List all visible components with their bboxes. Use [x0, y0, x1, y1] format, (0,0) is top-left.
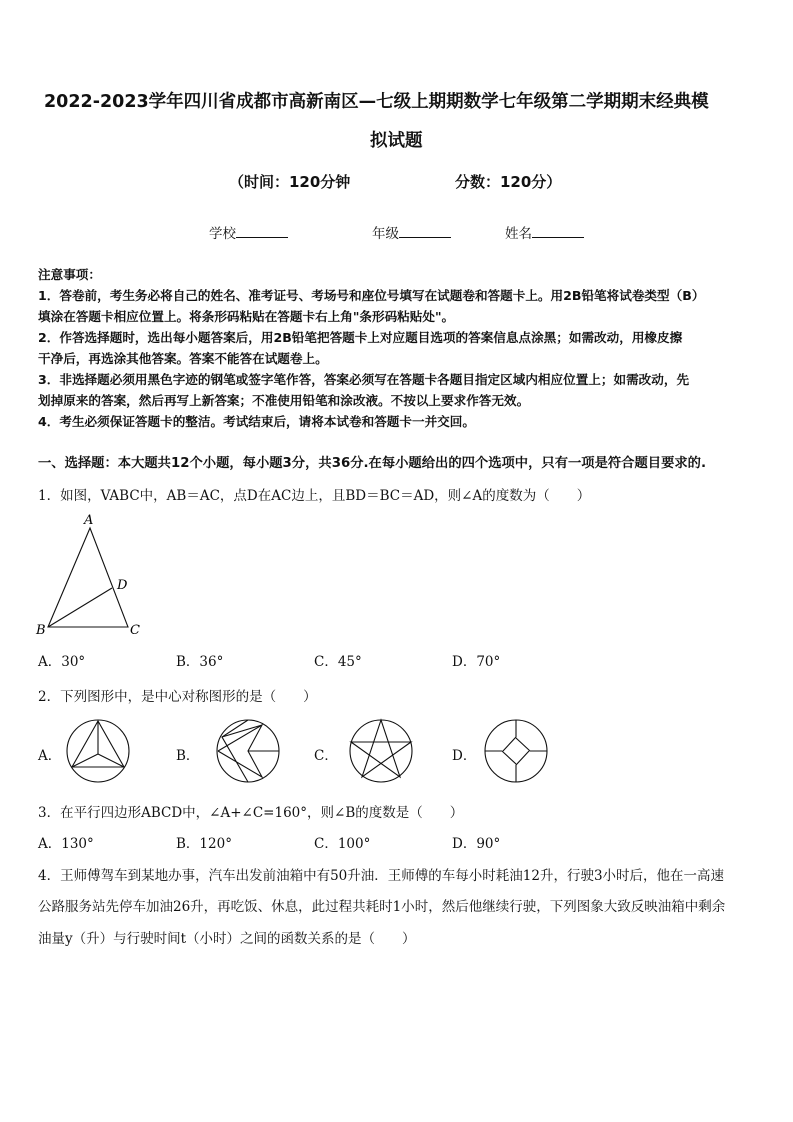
notes-line: 填涂在答题卡相应位置上。将条形码粘贴在答题卡右上角"条形码粘贴处"。	[38, 309, 455, 324]
page-title-line1: 2022-2023学年四川省成都市高新南区—七级上期期数学七年级第二学期期末经典模	[44, 92, 709, 112]
school-label: 学校	[209, 226, 236, 242]
notes-line: 3．非选择题必须用黑色字迹的钢笔或签字笔作答，答案必须写在答题卡各题目指定区域内相应位置上；如需改动，先	[38, 372, 690, 387]
vertex-a-label: A	[84, 513, 94, 528]
exam-time: （时间：120分钟	[229, 173, 351, 191]
vertex-c-label: C	[130, 623, 140, 638]
vertex-b-label: B	[36, 623, 46, 638]
figure-b-chords-in-circle	[217, 720, 279, 782]
question-3-stem: 3．在平行四边形ABCD中，∠A+∠C=160°，则∠B的度数是（ ）	[38, 805, 464, 821]
q1-option-d[interactable]: D．70°	[452, 654, 501, 670]
q2-option-d[interactable]: D．	[452, 748, 477, 764]
name-label: 姓名	[505, 226, 532, 242]
question-4-line3: 油量y（升）与行驶时间t（小时）之间的函数关系的是（ ）	[38, 931, 416, 947]
q1-option-b[interactable]: B．36°	[176, 654, 224, 670]
page-title-line2: 拟试题	[370, 131, 423, 151]
q3-option-a[interactable]: A．130°	[38, 836, 94, 852]
figure-d-pinwheel-in-circle	[485, 720, 547, 782]
point-d-label: D	[117, 578, 128, 593]
exam-score: 分数：120分）	[455, 173, 562, 191]
notes-line: 4．考生必须保证答题卡的整洁。考试结束后，请将本试卷和答题卡一并交回。	[38, 414, 475, 429]
grade-label: 年级	[372, 226, 399, 242]
q2-option-b[interactable]: B．	[176, 748, 200, 764]
q3-option-b[interactable]: B．120°	[176, 836, 232, 852]
question-1-stem: 1．如图，VABC中，AB＝AC，点D在AC边上，且BD＝BC＝AD，则∠A的度数为（ ）	[38, 488, 591, 504]
section-heading: 一、选择题：本大题共12个小题，每小题3分，共36分.在每小题给出的四个选项中，只有一项是符合题目要求的.	[38, 456, 707, 471]
figure-a-triangle-in-circle	[67, 720, 129, 782]
notes-line: 1．答卷前，考生务必将自己的姓名、准考证号、考场号和座位号填写在试题卷和答题卡上。用2B铅笔将试卷类型（B）	[38, 288, 705, 303]
question-4-line2: 公路服务站先停车加油26升，再吃饭、休息，此过程共耗时1小时，然后他继续行驶，下列图象大致反映油箱中剩余	[38, 899, 726, 915]
question-4-line1: 4．王师傅驾车到某地办事，汽车出发前油箱中有50升油．王师傅的车每小时耗油12升，行驶3小时后，他在一高速	[38, 868, 725, 884]
notes-heading: 注意事项：	[38, 267, 101, 282]
figure-c-star-in-circle	[350, 720, 412, 782]
notes-line: 干净后，再选涂其他答案。答案不能答在试题卷上。	[38, 351, 328, 366]
q2-option-c[interactable]: C．	[314, 748, 338, 764]
q1-option-a[interactable]: A．30°	[38, 654, 86, 670]
question-2-stem: 2．下列图形中，是中心对称图形的是（ ）	[38, 689, 317, 705]
q3-option-d[interactable]: D．90°	[452, 836, 501, 852]
q1-option-c[interactable]: C．45°	[314, 654, 362, 670]
notes-line: 划掉原来的答案，然后再写上新答案；不准使用铅笔和涂改液。不按以上要求作答无效。	[38, 393, 530, 408]
q3-option-c[interactable]: C．100°	[314, 836, 371, 852]
q2-option-a[interactable]: A．	[38, 748, 62, 764]
notes-line: 2．作答选择题时，选出每小题答案后，用2B铅笔把答题卡上对应题目选项的答案信息点涂黑；如需改动，用橡皮擦	[38, 330, 683, 345]
